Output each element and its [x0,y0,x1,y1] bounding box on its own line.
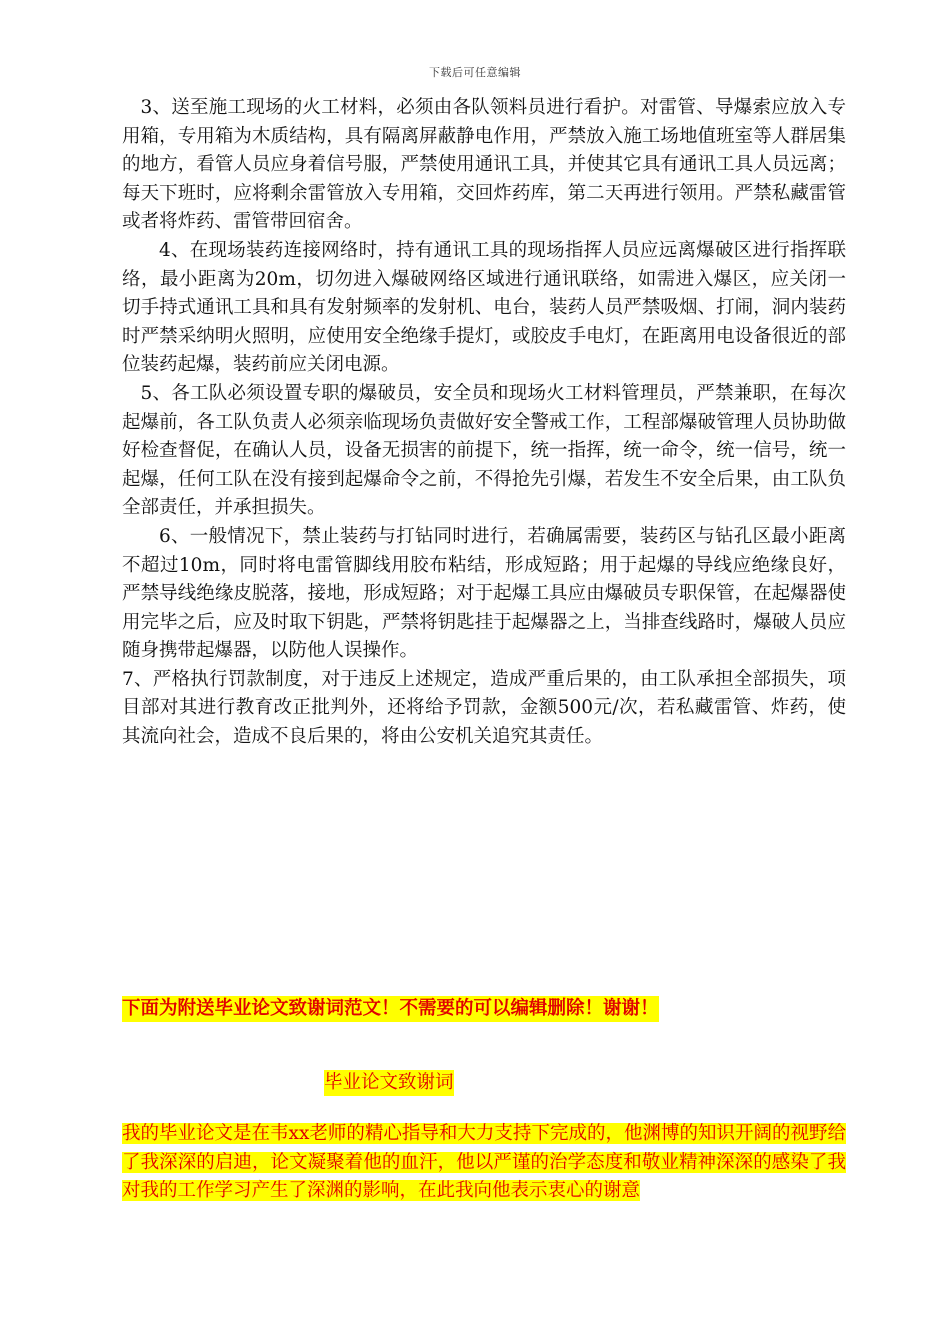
page-header-note: 下载后可任意编辑 [429,66,521,79]
paragraph-item-6: 6、一般情况下，禁止装药与打钻同时进行，若确属需要，装药区与钻孔区最小距离不超过10m，同时将电雷管脚线用胶布粘结，形成短路；用于起爆的导线应绝缘良好，严禁导线绝缘皮脱落，接地，形成短路；对于起爆工具应由爆破员专职保管，在起爆器使用完毕之后，应及时取下钥匙，严禁将钥匙挂于起爆器之上，当排查线路时，爆破人员应随身携带起爆器，以防他人误操作。 [122,525,846,662]
paragraph-item-5: 5、各工队必须设置专职的爆破员，安全员和现场火工材料管理员，严禁兼职，在每次起爆前，各工队负责人必须亲临现场负责做好安全警戒工作，工程部爆破管理人员协助做好检查督促，在确认人员，设备无损害的前提下，统一指挥，统一命令，统一信号，统一起爆，任何工队在没有接到起爆命令之前，不得抢先引爆，若发生不安全后果，由工队负全部责任，并承担损失。 [122,382,846,519]
paragraph-item-3: 3、送至施工现场的火工材料，必须由各队领料员进行看护。对雷管、导爆索应放入专用箱，专用箱为木质结构，具有隔离屏蔽静电作用，严禁放入施工场地值班室等人群居集的地方，看管人员应身着信号服，严禁使用通讯工具，并使其它具有通讯工具人员远离；每天下班时，应将剩余雷管放入专用箱，交回炸药库，第二天再进行领用。严禁私藏雷管或者将炸药、雷管带回宿舍。 [122,97,846,233]
acknowledgement-text: 我的毕业论文是在韦xx老师的精心指导和大力支持下完成的，他渊博的知识开阔的视野给了我深深的启迪，论文凝聚着他的血汗，他以严谨的治学态度和敬业精神深深的感染了我对我的工作学习产生了深渊的影响，在此我向他表示衷心的谢意 [122,1123,846,1202]
appendix-note: 下面为附送毕业论文致谢词范文！不需要的可以编辑删除！谢谢！ [122,996,659,1022]
acknowledgement-title: 毕业论文致谢词 [324,1070,454,1096]
paragraph-item-7: 7、严格执行罚款制度，对于违反上述规定，造成严重后果的，由工队承担全部损失，项目部对其进行教育改正批判外，还将给予罚款，金额500元/次，若私藏雷管、炸药，使其流向社会，造成不良后果的，将由公安机关追究其责任。 [122,668,846,748]
acknowledgement-body [122,1120,846,1206]
document-body [122,94,846,752]
paragraph-item-4: 4、在现场装药连接网络时，持有通讯工具的现场指挥人员应远离爆破区进行指挥联络，最小距离为20m，切勿进入爆破网络区域进行通讯联络，如需进入爆区，应关闭一切手持式通讯工具和具有发射频率的发射机、电台，装药人员严禁吸烟、打闹，洞内装药时严禁采纳明火照明，应使用安全绝缘手提灯，或胶皮手电灯，在距离用电设备很近的部位装药起爆，装药前应关闭电源。 [122,239,846,376]
